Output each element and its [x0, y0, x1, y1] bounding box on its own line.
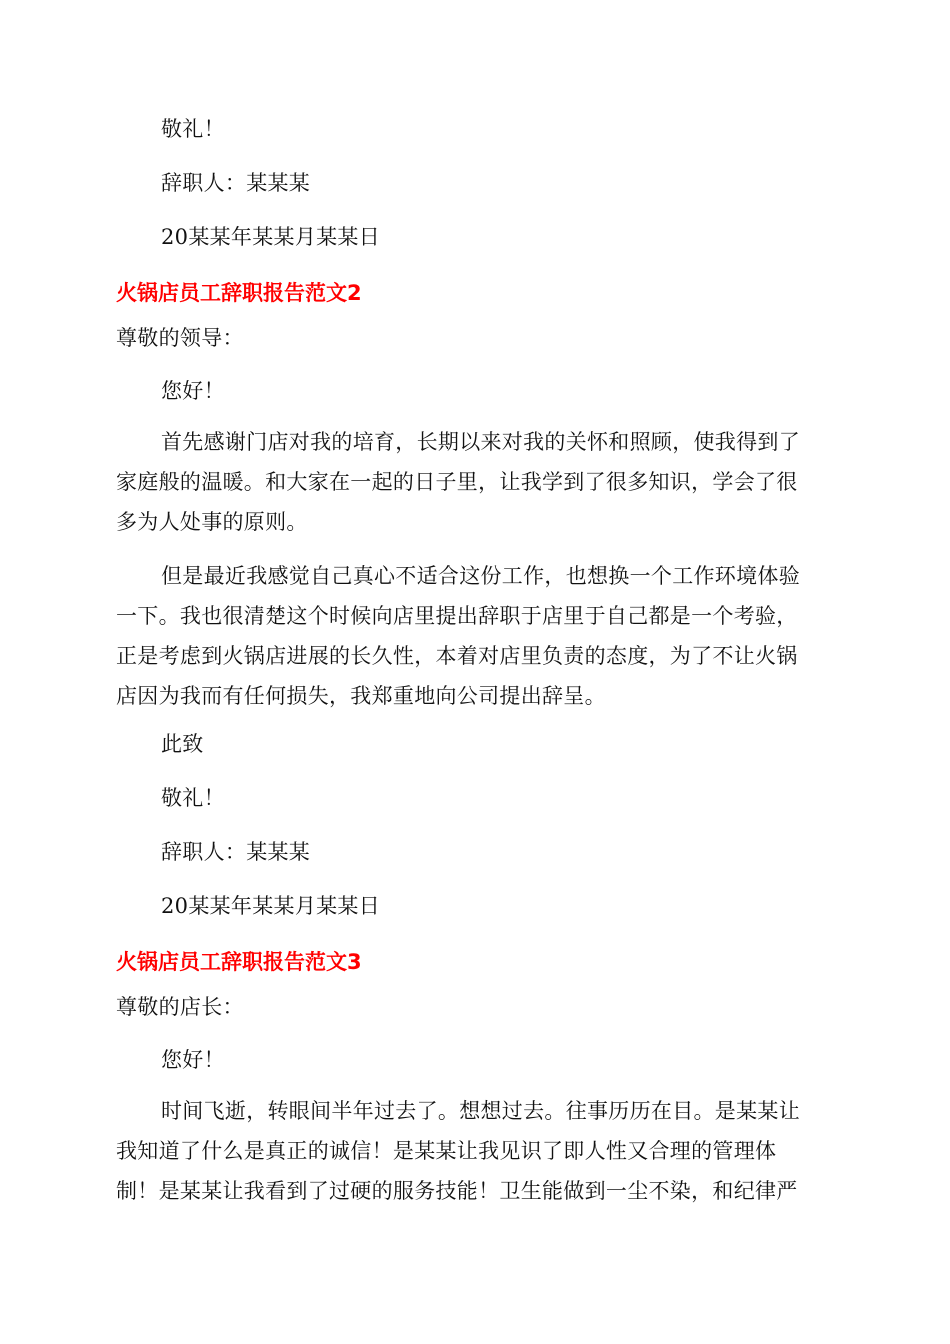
- paragraph-line: 家庭般的温暖。和大家在一起的日子里，让我学到了很多知识，学会了很: [116, 470, 798, 494]
- closing-2: 此致: [161, 732, 204, 756]
- greeting-3: 尊敬的店长：: [116, 995, 244, 1019]
- paragraph-line: 时间飞逝，转眼间半年过去了。想想过去。往事历历在目。是某某让: [161, 1099, 800, 1123]
- paragraph-line: 制！是某某让我看到了过硬的服务技能！卫生能做到一尘不染，和纪律严: [116, 1179, 798, 1203]
- paragraph-3-1: [116, 1098, 834, 1218]
- paragraph-line: 我知道了什么是真正的诚信！是某某让我见识了即人性又合理的管理体: [116, 1139, 777, 1163]
- hello-2: 您好！: [161, 379, 225, 403]
- paragraph-2-1: [116, 429, 834, 549]
- paragraph-line: 店因为我而有任何损失，我郑重地向公司提出辞呈。: [116, 684, 606, 708]
- paragraph-line: 一下。我也很清楚这个时候向店里提出辞职于店里于自己都是一个考验，: [116, 604, 798, 628]
- signer-1: 辞职人：某某某: [161, 171, 311, 195]
- paragraph-line: 多为人处事的原则。: [116, 510, 308, 534]
- paragraph-line: 但是最近我感觉自己真心不适合这份工作，也想换一个工作环境体验: [161, 564, 800, 588]
- date-2: 20某某年某某月某某日: [161, 894, 381, 918]
- date-1: 20某某年某某月某某日: [161, 225, 381, 249]
- section-title-3: 火锅店员工辞职报告范文3: [116, 950, 362, 974]
- section-title-2: 火锅店员工辞职报告范文2: [116, 281, 362, 305]
- hello-3: 您好！: [161, 1048, 225, 1072]
- salute-2: 敬礼！: [161, 786, 225, 810]
- paragraph-2-2: [116, 563, 834, 723]
- signer-2: 辞职人：某某某: [161, 840, 311, 864]
- salute-1: 敬礼！: [161, 117, 225, 141]
- paragraph-line: 正是考虑到火锅店进展的长久性，本着对店里负责的态度，为了不让火锅: [116, 644, 798, 668]
- greeting-2: 尊敬的领导：: [116, 326, 244, 350]
- paragraph-line: 首先感谢门店对我的培育，长期以来对我的关怀和照顾，使我得到了: [161, 430, 800, 454]
